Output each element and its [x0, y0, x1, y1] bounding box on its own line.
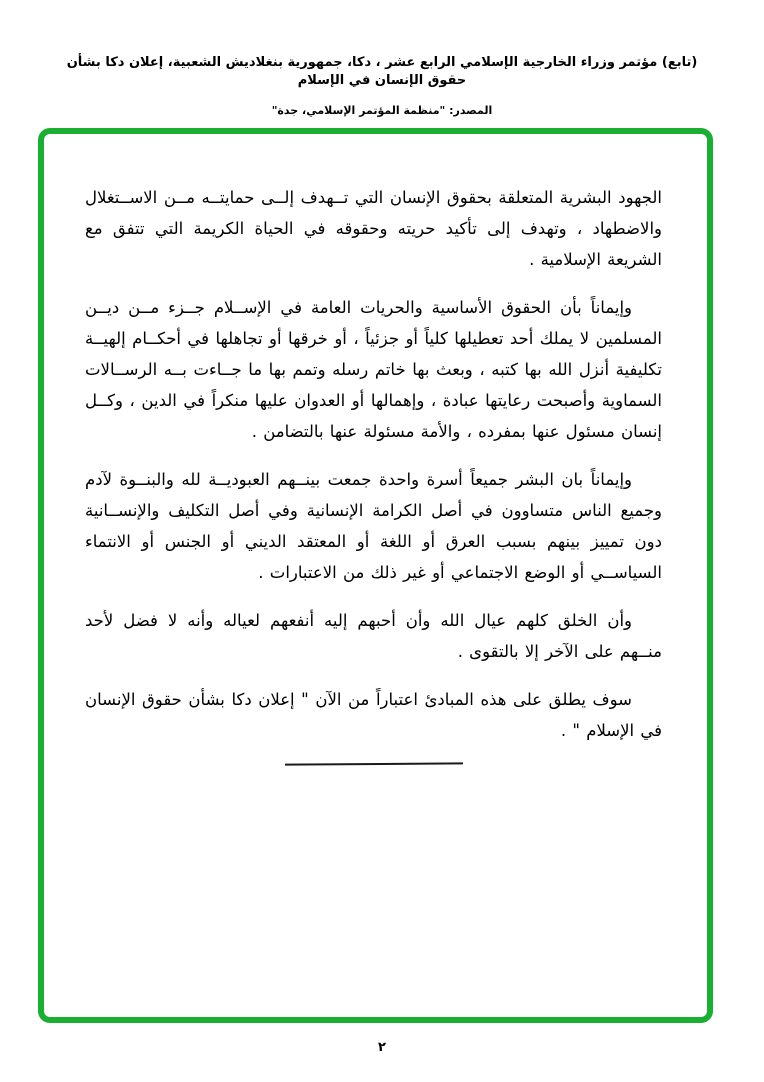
header-title: (تابع) مؤتمر وزراء الخارجية الإسلامي الرابع عشر ، دكا، جمهورية بنغلاديش الشعبية، إعلان دكا بشأن حقوق الإنسان في الإسلام	[66, 55, 698, 88]
paragraph: وإيماناً بان البشر جميعاً أسرة واحدة جمعت بينــهم العبوديــة لله والبنــوة لآدم وجميع الناس متساوون في أصل الكرامة الإنسانية وفي أصل التكليف والإنســانية دون تمييز بينهم بسبب العرق أو اللغة أو المعتقد الديني أو الجنس أو الانتماء السياســي أو الوضع الاجتماعي أو غير ذلك من الاعتبارات .	[85, 470, 662, 582]
document-body	[85, 182, 662, 765]
green-frame	[38, 128, 713, 1023]
page-header	[0, 54, 764, 117]
paragraph: الجهود البشرية المتعلقة بحقوق الإنسان التي تــهدف إلــى حمايتــه مــن الاســتغلال والاضطهاد ، وتهدف إلى تأكيد حريته وحقوقه في الحياة الكريمة التي تتفق مع الشريعة الإسلامية .	[85, 188, 662, 269]
paragraph: وأن الخلق كلهم عيال الله وأن أحبهم إليه أنفعهم لعياله وأنه لا فضل لأحد منــهم على الآخر إلا بالتقوى .	[85, 611, 662, 661]
paragraph: وإيماناً بأن الحقوق الأساسية والحريات العامة في الإســلام جــزء مــن ديــن المسلمين لا يملك أحد تعطيلها كلياً أو جزئياً ، أو خرقها أو تجاهلها في أحكــام إلهيــة تكليفية أنزل الله بها كتبه ، وبعث بها خاتم رسله وتمم بها ما جــاءت بــه الرســالات السماوية وأصبحت رعايتها عبادة ، وإهمالها أو العدوان عليها منكراً في الدين ، وكــل إنسان مسئول عنها بمفرده ، والأمة مسئولة عنها بالتضامن .	[85, 298, 662, 441]
page-number: ٢	[378, 1040, 386, 1055]
paragraph: سوف يطلق على هذه المبادئ اعتباراً من الآن " إعلان دكا بشأن حقوق الإنسان في الإسلام " .	[85, 690, 662, 740]
header-source: المصدر: "منظمة المؤتمر الإسلامي، جدة"	[271, 104, 493, 117]
divider-line	[284, 762, 462, 765]
